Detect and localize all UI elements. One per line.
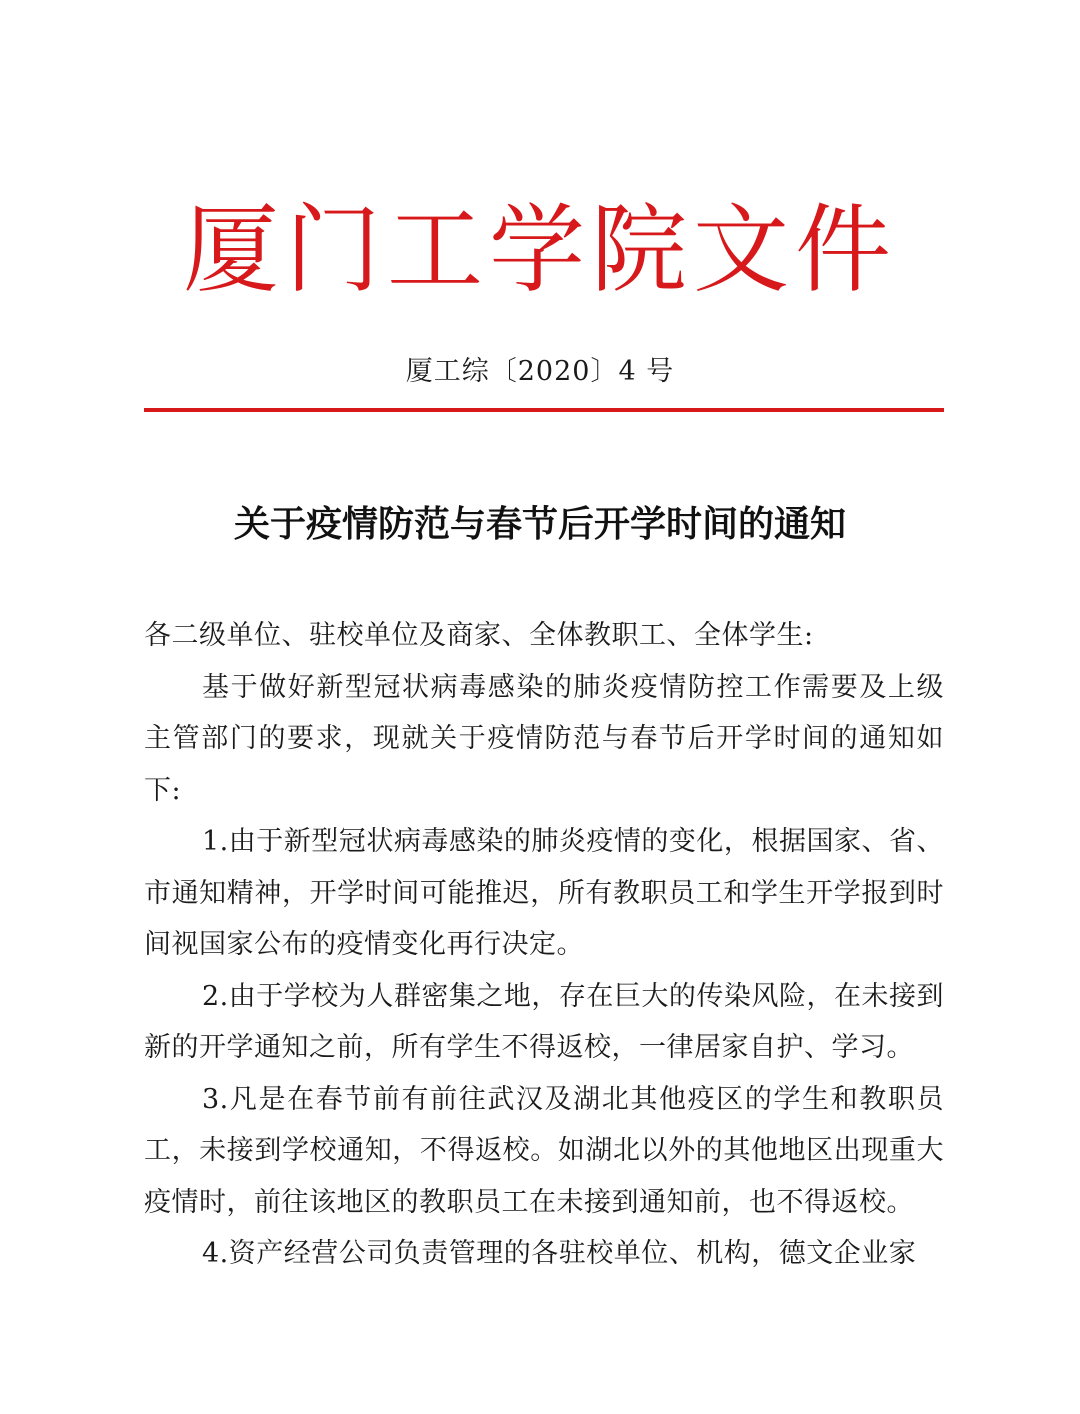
document-number: 厦工综〔2020〕4 号 [405,356,675,387]
item-paragraph-4: 4.资产经营公司负责管理的各驻校单位、机构，德文企业家 [202,1238,917,1269]
document-header-title: 厦门工学院文件 [183,194,897,306]
item-paragraph-3: 3.凡是在春节前有前往武汉及湖北其他疫区的学生和教职员工，未接到学校通知，不得返校。如湖北以外的其他地区出现重大疫情时，前往该地区的教职员工在未接到通知前，也不得返校。 [144,1083,944,1218]
red-divider-line [144,408,944,412]
item-paragraph-1: 1.由于新型冠状病毒感染的肺炎疫情的变化，根据国家、省、市通知精神，开学时间可能推迟，所有教职员工和学生开学报到时间视国家公布的疫情变化再行决定。 [144,826,944,960]
salutation: 各二级单位、驻校单位及商家、全体教职工、全体学生: [144,620,814,651]
item-paragraph-2: 2.由于学校为人群密集之地，存在巨大的传染风险，在未接到新的开学通知之前，所有学生不得返校，一律居家自护、学习。 [144,980,944,1063]
notice-body [144,610,944,1280]
notice-title: 关于疫情防范与春节后开学时间的通知 [233,503,846,545]
intro-paragraph: 基于做好新型冠状病毒感染的肺炎疫情防控工作需要及上级主管部门的要求，现就关于疫情防范与春节后开学时间的通知如下: [144,671,944,806]
